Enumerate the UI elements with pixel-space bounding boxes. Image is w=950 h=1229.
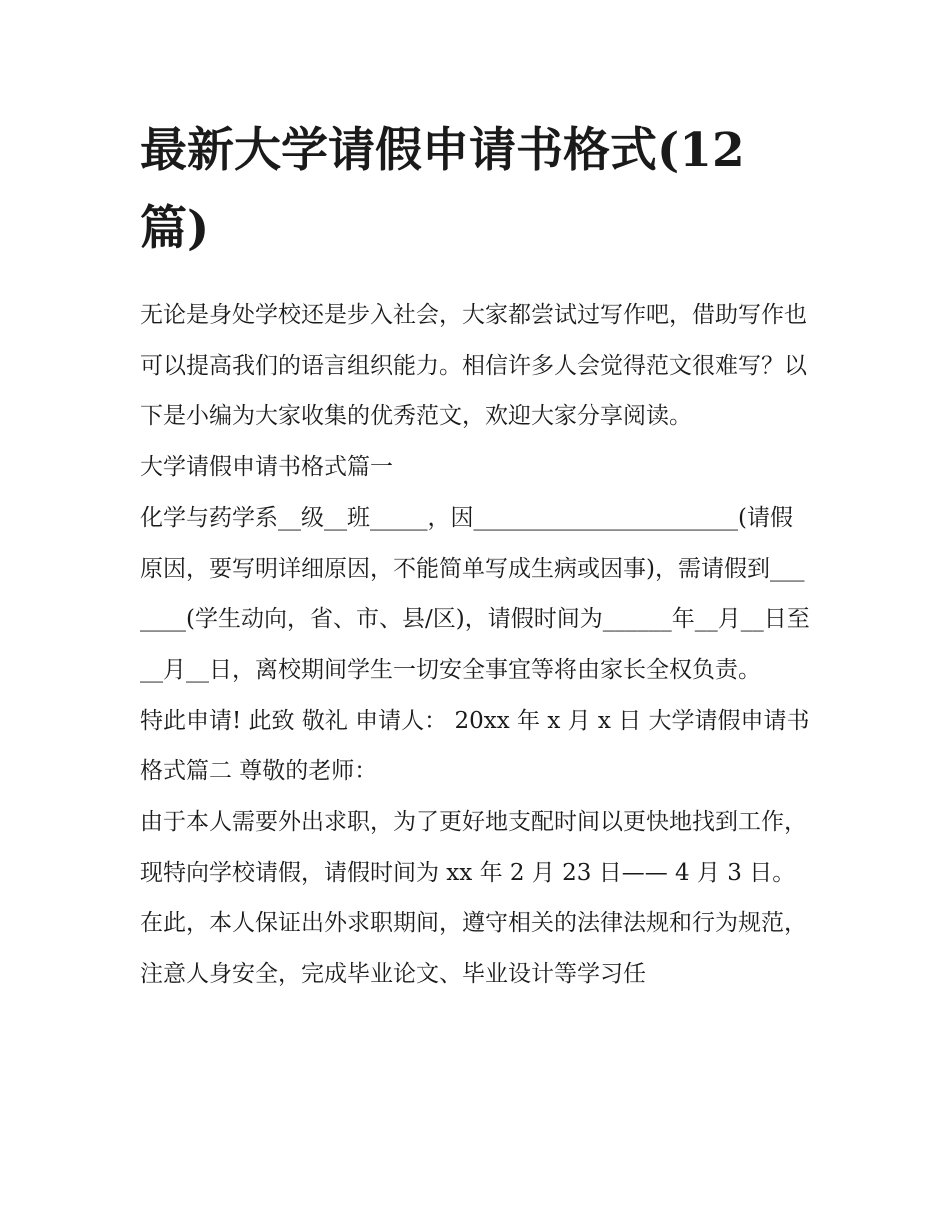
intro-paragraph: 无论是身处学校还是步入社会，大家都尝试过写作吧，借助写作也可以提高我们的语言组织能力。相信许多人会觉得范文很难写？以下是小编为大家收集的优秀范文，欢迎大家分享阅读。 (140, 302, 807, 430)
closing-paragraph: 特此申请! 此致 敬礼 申请人： 20xx 年 x 月 x 日 大学请假申请书格式篇二 尊敬的老师： (140, 707, 810, 785)
leave-form-paragraph: 化学与药学系__级__班_____，因_______________________(请假原因，要写明详细原因，不能简单写成生病或因事)，需请假到_______(学生动向，省、市、县/区)，请假时间为______年__月__日至__月__日，离校期间学生一切安全事宜等将由家长全权负责。 (140, 504, 810, 683)
document-page (140, 112, 812, 1000)
section-2-body-paragraph: 由于本人需要外出求职，为了更好地支配时间以更快地找到工作，现特向学校请假，请假时间为 xx 年 2 月 23 日—— 4 月 3 日。在此，本人保证出外求职期间，遵守相关的法律法规和行为规范，注意人身安全，完成毕业论文、毕业设计等学习任 (140, 809, 807, 988)
section-heading-1: 大学请假申请书格式篇一 (140, 454, 393, 481)
document-title: 最新大学请假申请书格式(12篇) (140, 123, 745, 256)
